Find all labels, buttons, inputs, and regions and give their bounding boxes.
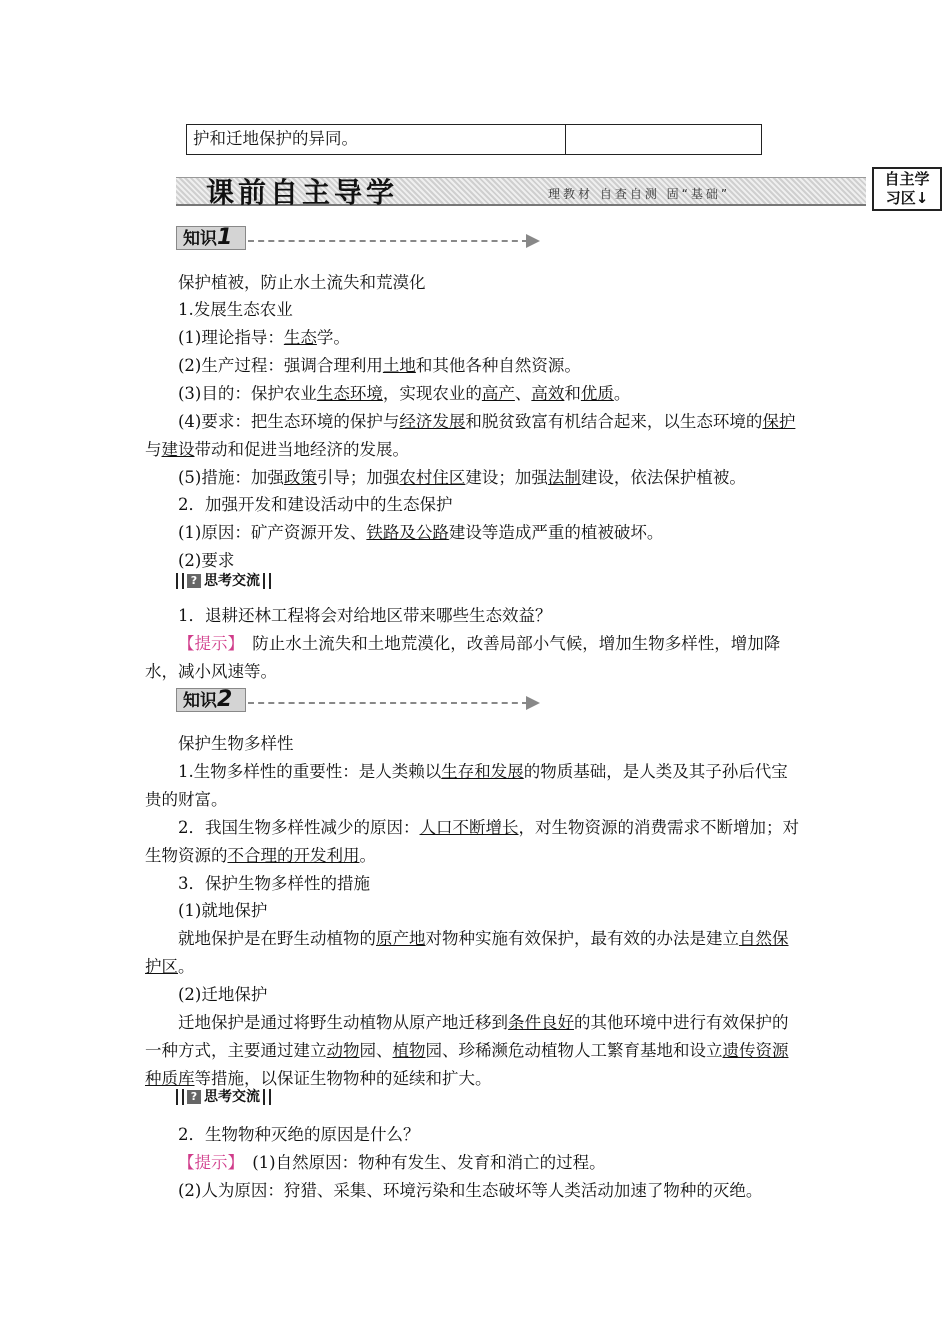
text-segment: 建设；加强: [465, 468, 548, 487]
underlined-term: 优质: [580, 384, 614, 403]
dashed-line: [248, 240, 528, 242]
text-segment: 一种方式，主要通过建立: [145, 1041, 327, 1060]
text-segment: 园、珍稀濒危动植物人工繁育基地和设立: [425, 1041, 723, 1060]
text-segment: 1.发展生态农业: [178, 300, 293, 319]
underlined-term: 不合理的开发利用: [227, 846, 360, 865]
bar-icon: [176, 573, 184, 589]
text-line: [178, 984, 267, 1006]
text-segment: (2)迁地保护: [178, 985, 268, 1004]
underlined-term: 土地: [382, 356, 416, 375]
text-segment: 带动和促进当地经济的发展。: [194, 440, 409, 459]
bar-icon: [176, 1089, 184, 1105]
text-line: [178, 383, 630, 405]
knowledge-tag-2: [176, 686, 546, 716]
text-segment: 生物资源的: [145, 846, 228, 865]
underlined-term: 动物: [326, 1041, 360, 1060]
text-line: [178, 733, 294, 755]
think-exchange-label: [176, 570, 274, 590]
dashed-line: [248, 702, 528, 704]
table-cell-empty: [566, 125, 761, 154]
underlined-term: 经济发展: [399, 412, 466, 431]
text-segment: (2)人为原因：狩猎、采集、环境污染和生态破坏等人类活动加速了物种的灭绝。: [178, 1181, 763, 1200]
text-line: [145, 1068, 492, 1090]
text-segment: 2．加强开发和建设活动中的生态保护: [178, 495, 453, 514]
text-segment: ，对生物资源的消费需求不断增加；对: [518, 818, 799, 837]
text-segment: 和其他各种自然资源。: [415, 356, 581, 375]
text-line: [145, 439, 409, 461]
text-segment: 与: [145, 440, 162, 459]
text-line: [178, 1124, 420, 1146]
text-segment: 对物种实施有效保护，最有效的办法是建立: [425, 929, 739, 948]
text-line: [178, 522, 663, 544]
text-segment: 引导；加强: [316, 468, 400, 487]
question-icon: ?: [187, 1090, 201, 1104]
text-line: [145, 956, 195, 978]
text-line: [178, 761, 788, 783]
text-segment: 迁地保护是通过将野生动植物从原产地迁移到: [178, 1013, 508, 1032]
arrow-icon: [526, 234, 540, 248]
banner-subtitle: 理教材 自查自测 固“基础”: [548, 187, 731, 201]
knowledge-label: 知识: [183, 691, 217, 711]
text-line: [178, 467, 746, 489]
underlined-term: 人口不断增长: [419, 818, 519, 837]
knowledge-label: 知识: [183, 229, 217, 249]
underlined-term: 生存和发展: [441, 762, 524, 781]
text-segment: 和脱贫致富有机结合起来，以生态环境的: [465, 412, 763, 431]
text-segment: (1)就地保护: [178, 901, 268, 920]
underlined-term: 保护: [762, 412, 796, 431]
underlined-term: 种质库: [145, 1069, 195, 1088]
arrow-icon: [526, 696, 540, 710]
text-line: [145, 1040, 789, 1062]
underlined-term: 铁路及公路: [366, 523, 449, 542]
underlined-term: 自然保: [739, 929, 789, 948]
text-line: [178, 272, 426, 294]
text-line: [178, 900, 267, 922]
hint-label: 【提示】: [178, 634, 236, 653]
bar-icon: [263, 573, 271, 589]
text-segment: ，实现农业的: [382, 384, 482, 403]
text-segment: (3)目的：保护农业: [178, 384, 317, 403]
section-banner: [176, 171, 866, 207]
underlined-term: 高产: [481, 384, 515, 403]
underlined-term: 原产地: [376, 929, 426, 948]
text-line: [178, 327, 350, 349]
text-segment: 防止水土流失和土地荒漠化，改善局部小气候，增加生物多样性，增加降: [235, 634, 781, 653]
text-line: [145, 789, 228, 811]
text-segment: 等措施，以保证生物物种的延续和扩大。: [194, 1069, 492, 1088]
table-cell: 护和迁地保护的异同。: [187, 125, 566, 154]
question-icon: ?: [187, 574, 201, 588]
underlined-term: 政策: [283, 468, 317, 487]
underlined-term: 植物: [392, 1041, 426, 1060]
think-text: 思考交流: [204, 573, 260, 589]
top-table: [186, 124, 762, 155]
text-segment: 和: [564, 384, 581, 403]
bar-icon: [263, 1089, 271, 1105]
text-segment: 2．我国生物多样性减少的原因：: [178, 818, 420, 837]
text-segment: 的物质基础，是人类及其子孙后代宝: [523, 762, 788, 781]
banner-title: 课前自主导学: [206, 176, 399, 209]
text-segment: (2)生产过程：强调合理利用: [178, 356, 383, 375]
zone-line1: 自主学: [884, 170, 930, 188]
underlined-term: 生态环境: [316, 384, 383, 403]
text-segment: 保护植被，防止水土流失和荒漠化: [178, 273, 426, 292]
knowledge-num: 2: [217, 687, 233, 712]
text-segment: 保护生物多样性: [178, 734, 294, 753]
knowledge-box: [176, 688, 246, 712]
underlined-term: 生态: [283, 328, 317, 347]
text-segment: (1)自然原因：物种有发生、发育和消亡的过程。: [235, 1153, 606, 1172]
underlined-term: 建设: [161, 440, 195, 459]
text-segment: 就地保护是在野生动植物的: [178, 929, 376, 948]
text-segment: 3．保护生物多样性的措施: [178, 874, 370, 893]
text-line: [178, 355, 581, 377]
knowledge-tag-1: [176, 224, 546, 254]
text-line: [178, 550, 234, 572]
text-line: [178, 494, 453, 516]
knowledge-num: 1: [217, 225, 233, 250]
text-line: [145, 845, 376, 867]
text-segment: (4)要求：把生态环境的保护与: [178, 412, 400, 431]
text-segment: 。: [359, 846, 376, 865]
text-segment: 1．退耕还林工程将会对给地区带来哪些生态效益？: [178, 606, 552, 625]
knowledge-box: [176, 226, 246, 250]
text-segment: 贵的财富。: [145, 790, 228, 809]
text-line: [145, 661, 277, 683]
text-line: [178, 1012, 789, 1034]
text-line: [178, 873, 370, 895]
text-segment: 、: [514, 384, 532, 403]
text-segment: (5)措施：加强: [178, 468, 284, 487]
text-segment: 1.生物多样性的重要性：是人类赖以: [178, 762, 442, 781]
text-segment: (1)原因：矿产资源开发、: [178, 523, 367, 542]
text-segment: 建设，依法保护植被。: [580, 468, 746, 487]
text-line: [178, 817, 799, 839]
underlined-term: 遗传资源: [722, 1041, 789, 1060]
text-segment: 建设等造成严重的植被破坏。: [448, 523, 664, 542]
text-line: [178, 605, 552, 627]
underlined-term: 护区: [145, 957, 178, 976]
underlined-term: 法制: [547, 468, 581, 487]
hint-label: 【提示】: [178, 1153, 236, 1172]
text-segment: 学。: [316, 328, 350, 347]
text-segment: 。: [613, 384, 631, 403]
underlined-term: 条件良好: [508, 1013, 574, 1032]
zone-line2: 习区↓: [885, 189, 929, 207]
zone-label: [872, 167, 942, 211]
underlined-term: 高效: [531, 384, 565, 403]
text-segment: 。: [178, 957, 195, 976]
underlined-term: 农村住区: [399, 468, 466, 487]
text-segment: 的其他环境中进行有效保护的: [574, 1013, 789, 1032]
text-segment: (1)理论指导：: [178, 328, 284, 347]
text-line: [178, 1180, 762, 1202]
text-line: [178, 411, 795, 433]
text-line: [178, 1152, 606, 1174]
text-line: [178, 633, 780, 655]
text-segment: 水，减小风速等。: [145, 662, 277, 681]
text-segment: 2．生物物种灭绝的原因是什么？: [178, 1125, 420, 1144]
think-text: 思考交流: [204, 1089, 260, 1105]
text-segment: (2)要求: [178, 551, 235, 570]
text-segment: 园、: [359, 1041, 393, 1060]
text-line: [178, 299, 293, 321]
text-line: [178, 928, 789, 950]
